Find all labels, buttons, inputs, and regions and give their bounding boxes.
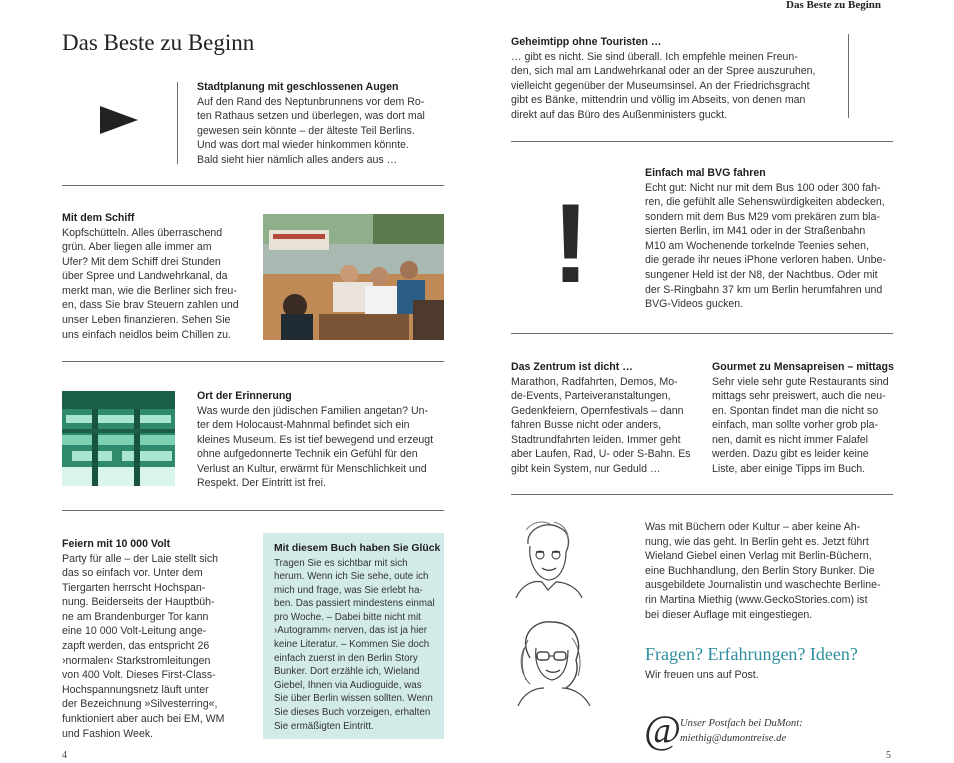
divider (511, 494, 893, 495)
paragraph-line: sierten Berlin, im M41 oder in der Straßenbahn (645, 225, 866, 238)
section-autoren (645, 520, 894, 622)
column-rule (848, 34, 849, 118)
section-heading: Feiern mit 10 000 Volt (62, 538, 171, 550)
paragraph-line: unser Leben finanzieren. Sehen Sie (62, 314, 231, 327)
author-portrait-miethig (508, 618, 594, 706)
section-geheimtipp (511, 35, 831, 122)
divider (62, 361, 444, 362)
postbox-label: Unser Postfach bei DuMont: (680, 718, 803, 729)
contact-question: Fragen? Erfahrungen? Ideen? (645, 644, 858, 664)
section-heading: Ort der Erinnerung (197, 390, 292, 402)
paragraph-line: Hochspannungsnetz läuft unter (62, 683, 209, 696)
paragraph-line: pro Woche. – Dabei bitte nicht mit (274, 611, 421, 623)
paragraph-line: merkt man, wie die Berliner sich freu- (62, 284, 237, 297)
section-stadtplanung (197, 80, 444, 167)
paragraph-line: Und was dort mal wieder hinkommen könnte. (197, 139, 409, 152)
paragraph-line: gibt kein System, nur Geduld … (511, 463, 661, 476)
paragraph-line: ›normalen‹ Starkstromleitungen (62, 654, 211, 667)
paragraph-line: gewesen sein könnte – der älteste Teil Berlins. (197, 124, 415, 137)
paragraph-line: keine Literatur. – Kommen Sie doch (274, 639, 430, 651)
paragraph-line: das so einfach vor. Unter dem (62, 567, 203, 580)
contact-invite: Wir freuen uns auf Post. (645, 669, 759, 681)
paragraph-line: M10 am Wochenende torkelnde Teenies sehen, (645, 239, 869, 252)
play-triangle-icon (100, 106, 140, 134)
paragraph-line: werden. Dazu gibt es leider keine (712, 448, 869, 461)
paragraph-line: Respekt. Der Eintritt ist frei. (197, 477, 326, 490)
paragraph-line: eine Buchhandlung, den Berlin Story Bunker. Die (645, 564, 875, 577)
paragraph-line: en, dass Sie brav Steuern zahlen und (62, 299, 239, 312)
paragraph-line: die gerade ihr neues iPhone verloren haben. Unbe- (645, 254, 886, 267)
paragraph-line: Gedenkfeiern, Opernfestivals – dann (511, 404, 684, 417)
info-box-heading: Mit diesem Buch haben Sie Glück (274, 543, 441, 554)
paragraph-line: BVG-Videos gucken. (645, 298, 744, 311)
author-portrait-giebel (508, 518, 584, 598)
postbox-email[interactable]: miethig@dumontreise.de (680, 733, 787, 744)
paragraph-line: nung, wie das geht. In Berlin geht es. Jetzt führt (645, 535, 869, 548)
paragraph-line: Sehr viele sehr gute Restaurants sind (712, 375, 889, 388)
memorial-photo (62, 391, 175, 486)
page-title: Das Beste zu Beginn (62, 30, 255, 55)
paragraph-line: de-Events, Parteiveranstaltungen, (511, 390, 671, 403)
paragraph-line: uns einfach neidlos beim Chillen zu. (62, 328, 232, 341)
paragraph-line: Kopfschütteln. Alles überraschend (62, 226, 223, 239)
page-number-left: 4 (62, 750, 67, 761)
paragraph-line: ben. Das passiert mindestens einmal (274, 598, 435, 610)
divider (62, 185, 444, 186)
divider (62, 510, 444, 511)
paragraph-line: über Spree und Landwehrkanal, da (62, 270, 228, 283)
paragraph-line: mich und frage, was Sie erlebt ha- (274, 584, 423, 596)
column-rule (177, 82, 178, 164)
paragraph-line: den, sich mal am Landwehrkanal oder an der Spree auszuruhen, (511, 65, 816, 78)
paragraph-line: Party für alle – der Laie stellt sich (62, 552, 219, 565)
paragraph-line: einfach, man sollte vorher grob pla- (712, 419, 879, 432)
paragraph-line: sondern mit dem Bus M29 vom prekären zum bla- (645, 210, 880, 223)
at-sign-icon: @ (644, 707, 681, 752)
section-heading: Einfach mal BVG fahren (645, 167, 766, 179)
paragraph-line: kleines Museum. Es ist tief bewegend und erzeugt (197, 433, 434, 446)
paragraph-line: ohne aufgedonnerte Technik ein Gefühl für den (197, 448, 418, 461)
paragraph-line: aber Laufen, Rad, U- oder S-Bahn. Es (511, 448, 691, 461)
paragraph-line: mittags sehr preiswert, auch die neu- (712, 390, 886, 403)
paragraph-line: eine 10 000 Volt-Leitung ange- (62, 625, 207, 638)
paragraph-line: ausgebildete Journalistin und waschechte Berline- (645, 579, 881, 592)
exclamation-mark-icon: ! (552, 181, 590, 306)
section-volt (62, 537, 244, 741)
paragraph-line: Echt gut: Nicht nur mit dem Bus 100 oder 300 fah- (645, 181, 881, 194)
paragraph-line: rin Martina Miethig (www.GeckoStories.com) ist (645, 593, 868, 606)
section-heading: Mit dem Schiff (62, 212, 135, 224)
paragraph-line: en. Spontan findet man die nicht so (712, 404, 879, 417)
paragraph-line: ter dem Holocaust-Mahnmal befindet sich ein (197, 419, 410, 432)
section-gourmet (712, 360, 894, 477)
section-bvg (645, 166, 895, 312)
page-number-right: 5 (886, 750, 891, 761)
paragraph-line: Sie ermäßigten Eintritt. (274, 720, 374, 732)
section-zentrum (511, 360, 691, 477)
paragraph-line: gibt es Bänke, mittendrin und völlig im Abseits, von denen man (511, 94, 806, 107)
paragraph-line: vielleicht gegenüber der Museumsinsel. An der Friedrichsgracht (511, 79, 810, 92)
section-heading: Stadtplanung mit geschlossenen Augen (197, 81, 399, 93)
paragraph-line: sungener Held ist der N8, der Nachtbus. Oder mit (645, 269, 878, 282)
divider (511, 141, 893, 142)
paragraph-line: einfach zuerst in den Berlin Story (274, 652, 418, 664)
running-head: Das Beste zu Beginn (786, 0, 882, 11)
paragraph-line: Sie dieses Buch vorzeigen, erhalten (274, 707, 431, 719)
paragraph-line: Verlust an Kultur, erwärmt für Menschlichkeit und (197, 462, 427, 475)
paragraph-line: Auf den Rand des Neptunbrunnens vor dem Ro- (197, 95, 425, 108)
paragraph-line: ten Rathaus setzen und überlegen, was dort mal (197, 110, 425, 123)
paragraph-line: Wieland Giebel einen Verlag mit Berlin-Büchern, (645, 550, 872, 563)
paragraph-line: nung. Beiderseits der Hauptbüh- (62, 596, 215, 609)
paragraph-line: Ufer? Mit dem Schiff drei Stunden (62, 255, 221, 268)
paragraph-line: … gibt es nicht. Sie sind überall. Ich empfehle meinen Freun- (511, 50, 798, 63)
paragraph-line: Was mit Büchern oder Kultur – aber keine Ah- (645, 521, 861, 533)
paragraph-line: bei dieser Auflage mit eingestiegen. (645, 608, 813, 621)
paragraph-line: grün. Aber liegen alle immer am (62, 241, 212, 254)
paragraph-line: funktioniert aber auch bei EM, WM (62, 713, 225, 726)
paragraph-line: Marathon, Radfahrten, Demos, Mo- (511, 375, 678, 388)
section-schiff (62, 211, 244, 342)
paragraph-line: Was wurde den jüdischen Familien angetan? Un- (197, 404, 429, 417)
paragraph-line: Tragen Sie es sichtbar mit sich (274, 557, 408, 569)
paragraph-line: Giebel, Ihnen via Audioguide, was (274, 679, 422, 691)
boat-tour-photo (263, 214, 444, 340)
paragraph-line: ren, die gefühlt alle Sehenswürdigkeiten abdecken, (645, 196, 885, 209)
paragraph-line: fahren Busse nicht oder anders, (511, 419, 662, 432)
info-box-glueck (263, 533, 444, 739)
paragraph-line: Tiergarten herrscht Hochspan- (62, 581, 206, 594)
section-heading: Geheimtipp ohne Touristen … (511, 36, 662, 48)
paragraph-line: ›Autogramm‹ nerven, das ist ja hier (274, 625, 427, 637)
paragraph-line: Bunker. Dort erzähle ich, Wieland (274, 666, 420, 678)
divider (511, 333, 893, 334)
section-heading: Das Zentrum ist dicht … (511, 361, 633, 373)
paragraph-line: herum. Wenn ich Sie sehe, oute ich (274, 571, 429, 583)
section-heading: Gourmet zu Mensapreisen – mittags (712, 361, 894, 373)
paragraph-line: und Fashion Week. (62, 727, 154, 740)
paragraph-line: Stadtrundfahrten leiden. Immer geht (511, 433, 681, 446)
paragraph-line: Bald sieht hier nämlich alles anders aus … (197, 153, 398, 166)
paragraph-line: zapft werden, das entspricht 26 (62, 640, 210, 653)
section-erinnerung (197, 389, 444, 491)
paragraph-line: von 400 Volt. Dieses First-Class- (62, 669, 216, 682)
paragraph-line: nen, damit es nicht immer Falafel (712, 433, 869, 446)
postbox (680, 716, 803, 746)
paragraph-line: der S-Ringbahn 37 km um Berlin herumfahren und (645, 283, 883, 296)
paragraph-line: Liste, aber einige Tipps im Buch. (712, 463, 866, 476)
paragraph-line: direkt auf das Büro des Außenministers guckt. (511, 108, 728, 121)
paragraph-line: der Bezeichnung »Silvesterring«, (62, 698, 218, 711)
paragraph-line: ne am Brandenburger Tor kann (62, 610, 209, 623)
paragraph-line: Sie über Berlin wissen sollten. Wenn (274, 693, 433, 705)
